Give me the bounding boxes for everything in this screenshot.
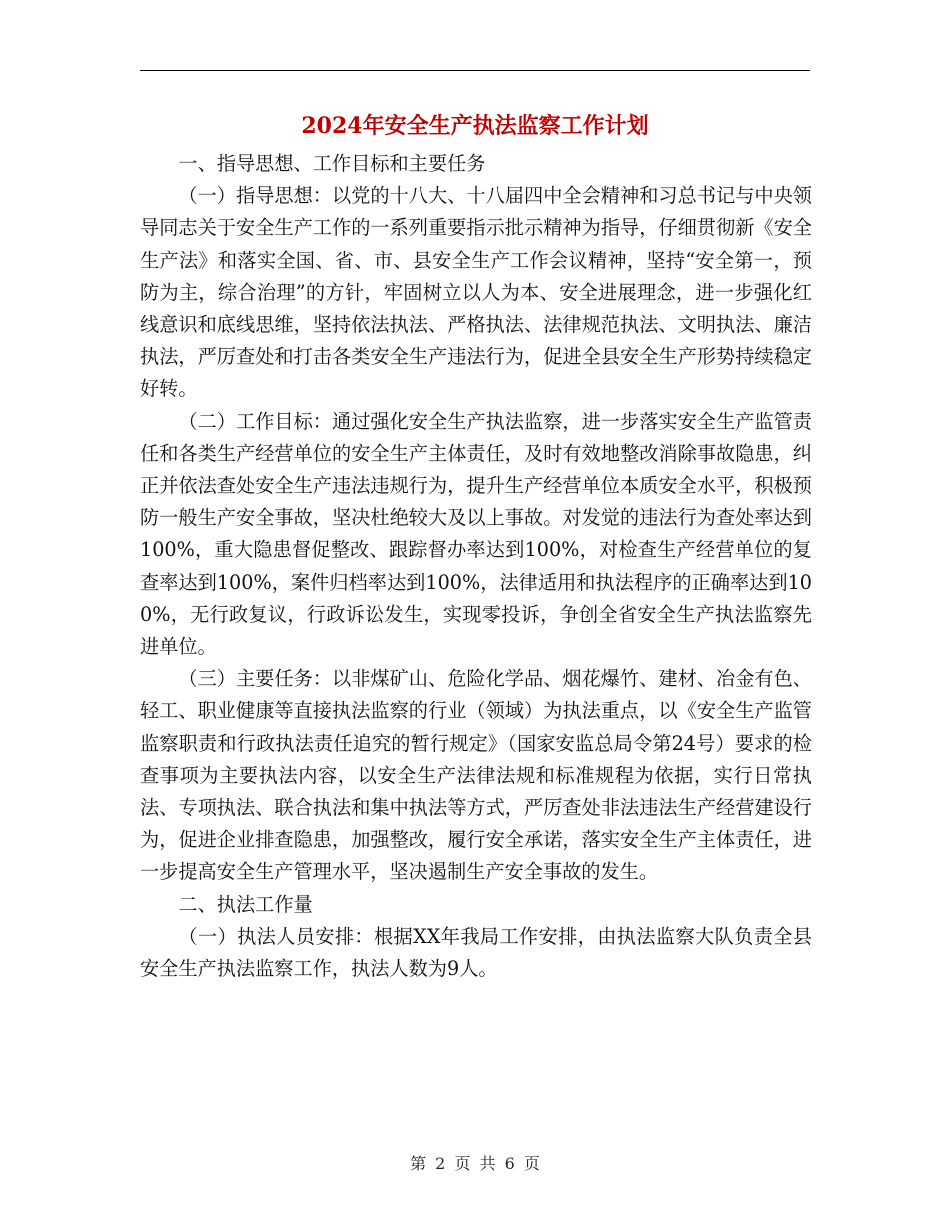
page-footer: 第 2 页 共 6 页 xyxy=(410,1154,540,1173)
heading-section-1: 一、指导思想、工作目标和主要任务 xyxy=(178,152,486,175)
paragraph-staffing: （一）执法人员安排：根据XX年我局工作安排，由执法监察大队负责全县安全生产执法监察工作，执法人数为9人。 xyxy=(140,924,812,981)
paragraph-main-tasks: （三）主要任务：以非煤矿山、危险化学品、烟花爆竹、建材、冶金有色、轻工、职业健康等直接执法监察的行业（领域）为执法重点，以《安全生产监管监察职责和行政执法责任追究的暂行规定》（国家安监总局令第24号）要求的检查事项为主要执法内容，以安全生产法律法规和标准规程为依据，实行日常执法、专项执法、联合执法和集中执法等方式，严厉查处非法违法生产经营建设行为，促进企业排查隐患，加强整改，履行安全承诺，落实安全生产主体责任，进一步提高安全生产管理水平，坚决遏制生产安全事故的发生。 xyxy=(140,667,812,884)
header-rule xyxy=(140,70,810,71)
heading-section-2: 二、执法工作量 xyxy=(178,892,313,916)
paragraph-guiding-ideology: （一）指导思想：以党的十八大、十八届四中全会精神和习总书记与中央领导同志关于安全生产工作的一系列重要指示批示精神为指导，仔细贯彻新《安全生产法》和落实全国、省、市、县安全生产工作会议精神，坚持“安全第一，预防为主，综合治理”的方针，牢固树立以人为本、安全进展理念，进一步强化红线意识和底线思维，坚持依法执法、严格执法、法律规范执法、文明执法、廉洁执法，严厉查处和打击各类安全生产违法行为，促进全县安全生产形势持续稳定好转。 xyxy=(140,184,812,401)
document-body xyxy=(140,148,812,985)
document-title: 2024年安全生产执法监察工作计划 xyxy=(301,113,649,139)
paragraph-work-goals: （二）工作目标：通过强化安全生产执法监察，进一步落实安全生产监管责任和各类生产经营单位的安全生产主体责任，及时有效地整改消除事故隐患，纠正并依法查处安全生产违法违规行为，提升生产经营单位本质安全水平，积极预防一般生产安全事故，坚决杜绝较大及以上事故。对发觉的违法行为查处率达到100%，重大隐患督促整改、跟踪督办率达到100%，对检查生产经营单位的复查率达到100%，案件归档率达到100%，法律适用和执法程序的正确率达到100%，无行政复议，行政诉讼发生，实现零投诉，争创全省安全生产执法监察先进单位。 xyxy=(140,409,812,659)
